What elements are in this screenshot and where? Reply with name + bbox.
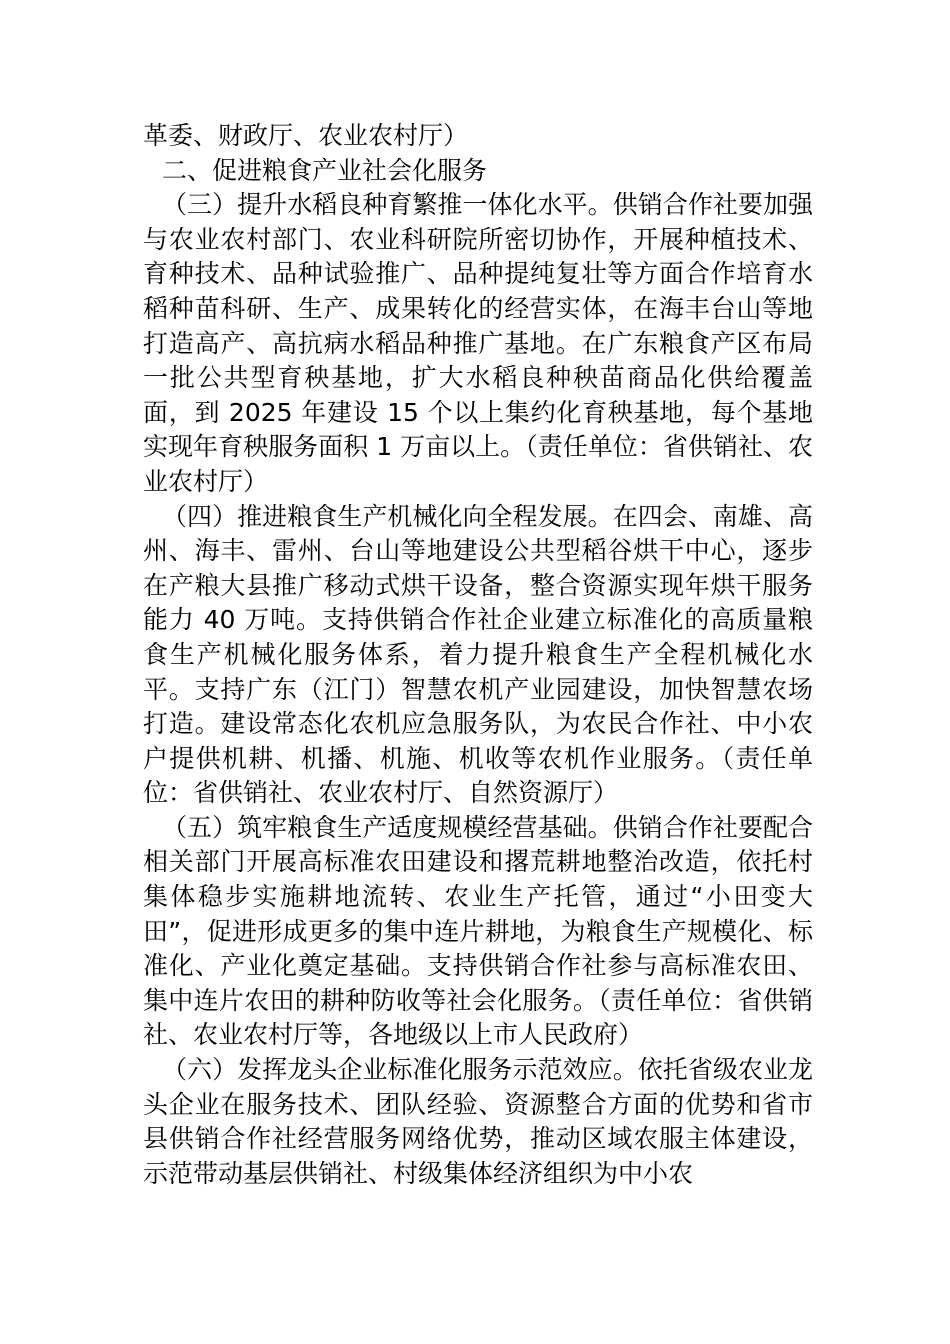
section-heading-2: 二、促进粮食产业社会化服务 <box>162 155 488 185</box>
document-page <box>143 119 813 1191</box>
paragraph-item-3: （三）提升水稻良种育繁推一体化水平。供销合作社要加强与农业农村部门、农业科研院所密切协作，开展种植技术、育种技术、品种试验推广、品种提纯复壮等方面合作培育水稻种苗科研、生产、成果转化的经营实体，在海丰台山等地打造高产、高抗病水稻品种推广基地。在广东粮食产区布局一批公共型育秧基地，扩大水稻良种秧苗商品化供给覆盖面，到 2025 年建设 15 个以上集约化育秧基地，每个基地实现年育秧服务面积 1 万亩以上。（责任单位：省供销社、农业农村厅） <box>143 190 813 496</box>
paragraph-1: 革委、财政厅、农业农村厅） <box>143 121 469 150</box>
paragraph-item-6: （六）发挥龙头企业标准化服务示范效应。依托省级农业龙头企业在服务技术、团队经验、资源整合方面的优势和省市县供销合作社经营服务网络优势，推动区域农服主体建设，示范带动基层供销社、村级集体经济组织为中小农 <box>143 1055 813 1188</box>
paragraph-item-5: （五）筑牢粮食生产适度规模经营基础。供销合作社要配合相关部门开展高标准农田建设和撂荒耕地整治改造，依托村集体稳步实施耕地流转、农业生产托管，通过“小田变大田”，促进形成更多的集中连片耕地，为粮食生产规模化、标准化、产业化奠定基础。支持供销合作社参与高标准农田、集中连片农田的耕种防收等社会化服务。（责任单位：省供销社、农业农村厅等，各地级以上市人民政府） <box>143 812 813 1050</box>
paragraph-item-4: （四）推进粮食生产机械化向全程发展。在四会、南雄、高州、海丰、雷州、台山等地建设公共型稻谷烘干中心，逐步在产粮大县推广移动式烘干设备，整合资源实现年烘干服务能力 40 万吨。支持供销合作社企业建立标准化的高质量粮食生产机械化服务体系，着力提升粮食生产全程机械化水平。支持广东（江门）智慧农机产业园建设，加快智慧农场打造。建设常态化农机应急服务队，为农民合作社、中小农户提供机耕、机播、机施、机收等农机作业服务。（责任单位：省供销社、农业农村厅、自然资源厅） <box>143 501 813 808</box>
